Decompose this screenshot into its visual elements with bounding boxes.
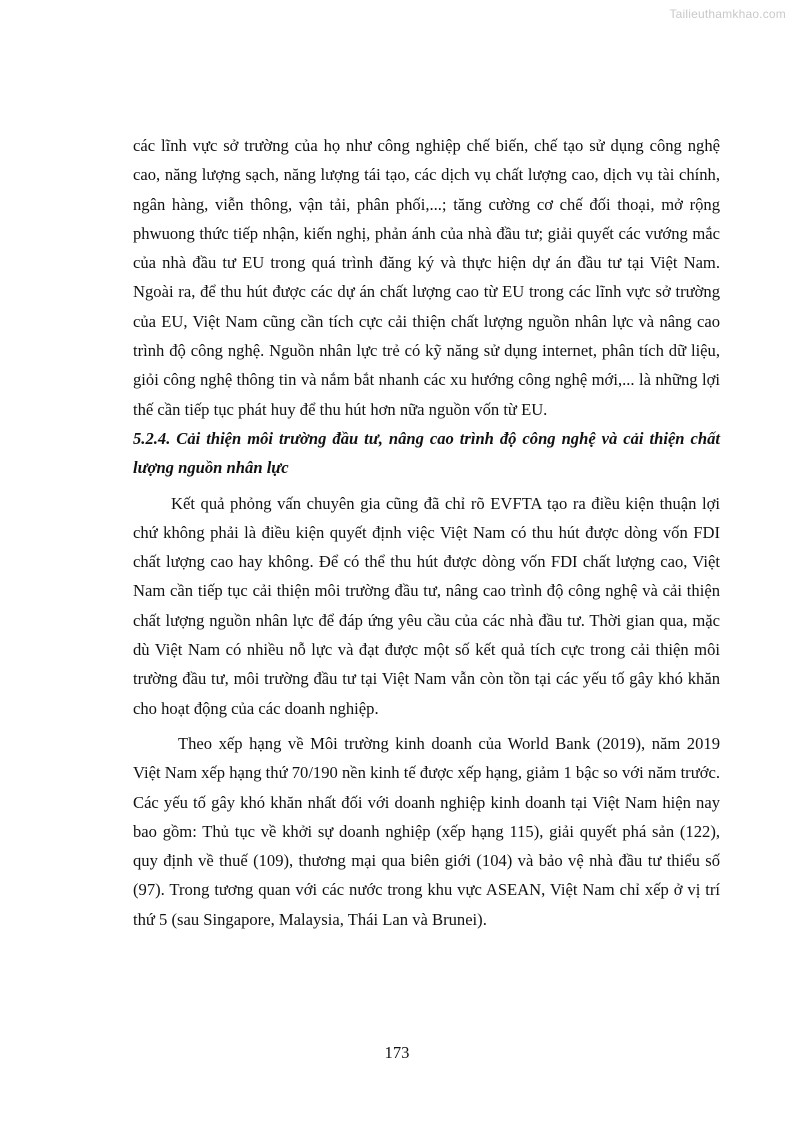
document-body <box>133 131 720 934</box>
section-heading: 5.2.4. Cải thiện môi trường đầu tư, nâng cao trình độ công nghệ và cải thiện chất lượng nguồn nhân lực <box>133 428 720 478</box>
body-paragraph-1: các lĩnh vực sở trường của họ như công nghiệp chế biến, chế tạo sử dụng công nghệ cao, năng lượng sạch, năng lượng tái tạo, các dịch vụ chất lượng cao, dịch vụ tài chính, ngân hàng, viễn thông, vận tải, phân phối,...; tăng cường cơ chế đối thoại, mở rộng phwuong thức tiếp nhận, kiến nghị, phản ánh của nhà đầu tư; giải quyết các vướng mắc của nhà đầu tư EU trong quá trình đăng ký và thực hiện dự án đầu tư tại Việt Nam. Ngoài ra, để thu hút được các dự án chất lượng cao từ EU trong các lĩnh vực sở trường của EU, Việt Nam cũng cần tích cực cải thiện chất lượng nguồn nhân lực và nâng cao trình độ công nghệ. Nguồn nhân lực trẻ có kỹ năng sử dụng internet, phân tích dữ liệu, giỏi công nghệ thông tin và nắm bắt nhanh các xu hướng công nghệ mới,... là những lợi thế cần tiếp tục phát huy để thu hút hơn nữa nguồn vốn từ EU. <box>133 136 720 419</box>
body-paragraph-3: Theo xếp hạng về Môi trường kinh doanh của World Bank (2019), năm 2019 Việt Nam xếp hạng thứ 70/190 nền kinh tế được xếp hạng, giảm 1 bậc so với năm trước. Các yếu tố gây khó khăn nhất đối với doanh nghiệp kinh doanh tại Việt Nam hiện nay bao gồm: Thủ tục về khởi sự doanh nghiệp (xếp hạng 115), giải quyết phá sản (122), quy định về thuế (109), thương mại qua biên giới (104) và bảo vệ nhà đầu tư thiểu số (97). Trong tương quan với các nước trong khu vực ASEAN, Việt Nam chỉ xếp ở vị trí thứ 5 (sau Singapore, Malaysia, Thái Lan và Brunei). <box>133 733 720 929</box>
watermark: Tailieuthamkhao.com <box>669 7 786 21</box>
page-number: 173 <box>384 1043 410 1062</box>
body-paragraph-2: Kết quả phỏng vấn chuyên gia cũng đã chỉ rõ EVFTA tạo ra điều kiện thuận lợi chứ không phải là điều kiện quyết định việc Việt Nam có thu hút được dòng vốn FDI chất lượng cao hay không. Để có thể thu hút được dòng vốn FDI chất lượng cao, Việt Nam cần tiếp tục cải thiện môi trường đầu tư, nâng cao trình độ công nghệ và cải thiện chất lượng nguồn nhân lực để đáp ứng yêu cầu của các nhà đầu tư. Thời gian qua, mặc dù Việt Nam có nhiều nỗ lực và đạt được một số kết quả tích cực trong cải thiện môi trường đầu tư, môi trường đầu tư tại Việt Nam vẫn còn tồn tại các yếu tố gây khó khăn cho hoạt động của các doanh nghiệp. <box>133 493 720 718</box>
